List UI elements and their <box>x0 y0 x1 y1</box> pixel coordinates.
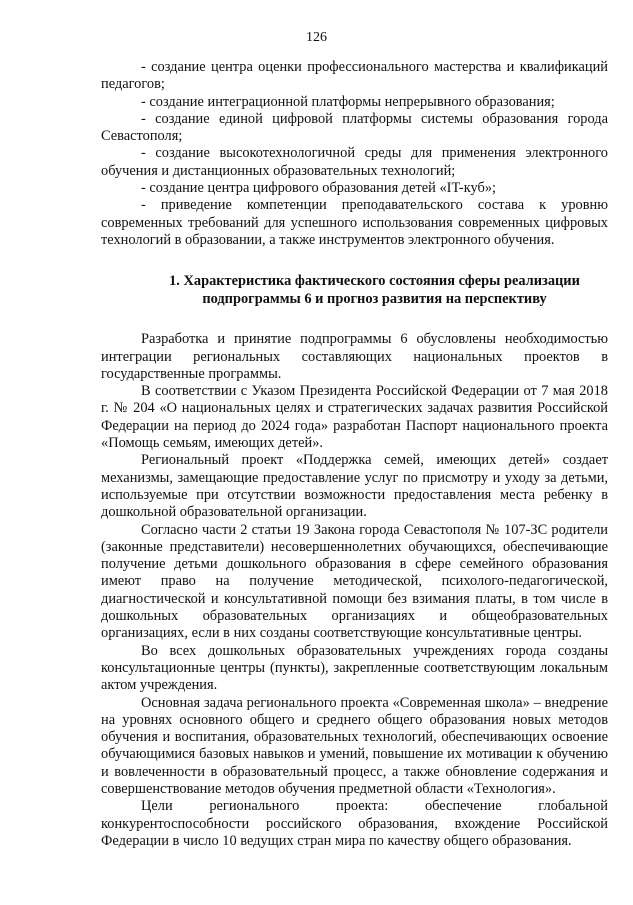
paragraph: Во всех дошкольных образовательных учреждениях города созданы консультационные центры (пункты), закрепленные соответствующим локальным актом учреждения. <box>101 642 608 694</box>
paragraph: Основная задача регионального проекта «Современная школа» – внедрение на уровнях основного общего и среднего общего образования новых методов обучения и воспитания, образовательных технологий, обеспечивающих освоение обучающимися базовых навыков и умений, повышение их мотивации к обучению и вовлеченности в образовательный процесс, а также обновление содержания и совершенствование методов обучения предметной области «Технология». <box>101 694 608 797</box>
task-list <box>101 59 608 249</box>
paragraph: Согласно части 2 статьи 19 Закона города Севастополя № 107-ЗС родители (законные представители) несовершеннолетних обучающихся, обеспечивающие получение детьми дошкольного образования в сфере семейного образования имеют право на получение методической, психолого-педагогической, диагностической и консультативной помощи без взимания платы, в том числе в дошкольных образовательных организациях и общеобразовательных организациях, если в них созданы соответствующие консультативные центры. <box>101 521 608 642</box>
paragraph: Разработка и принятие подпрограммы 6 обусловлены необходимостью интеграции региональных составляющих национальных проектов в государственные программы. <box>101 331 608 382</box>
list-item: - создание центра оценки профессионального мастерства и квалификаций педагогов; <box>101 59 608 93</box>
section-heading-line: подпрограммы 6 и прогноз развития на перспективу <box>202 291 547 308</box>
list-item: - создание единой цифровой платформы системы образования города Севастополя; <box>101 110 608 145</box>
section-heading <box>101 272 608 308</box>
list-item: - создание высокотехнологичной среды для применения электронного обучения и дистанционных образовательных технологий; <box>101 145 608 179</box>
section-heading-line: 1. Характеристика фактического состояния сферы реализации <box>169 273 580 290</box>
paragraph: Цели регионального проекта: обеспечение глобальной конкурентоспособности российского образования, вхождение Российской Федерации в число 10 ведущих стран мира по качеству общего образования. <box>101 798 608 849</box>
paragraph: Региональный проект «Поддержка семей, имеющих детей» создает механизмы, замещающие предоставление услуг по присмотру и уходу за детьми, используемые при отсутствии возможности предоставления места ребенку в дошкольной образовательной организации. <box>101 452 608 521</box>
list-item: - создание интеграционной платформы непрерывного образования; <box>141 93 555 110</box>
document-body <box>101 59 608 850</box>
list-item: - приведение компетенции преподавательского состава к уровню современных требований для успешного использования современных цифровых технологий в образовании, а также инструментов электронного обучения. <box>101 197 608 248</box>
page-number: 126 <box>306 30 327 45</box>
paragraph: В соответствии с Указом Президента Российской Федерации от 7 мая 2018 г. № 204 «О национальных целях и стратегических задачах развития Российской Федерации на период до 2024 года» разработан Паспорт национального проекта «Помощь семьям, имеющих детей». <box>101 383 608 452</box>
list-item: - создание центра цифрового образования детей «IT-куб»; <box>141 180 497 197</box>
